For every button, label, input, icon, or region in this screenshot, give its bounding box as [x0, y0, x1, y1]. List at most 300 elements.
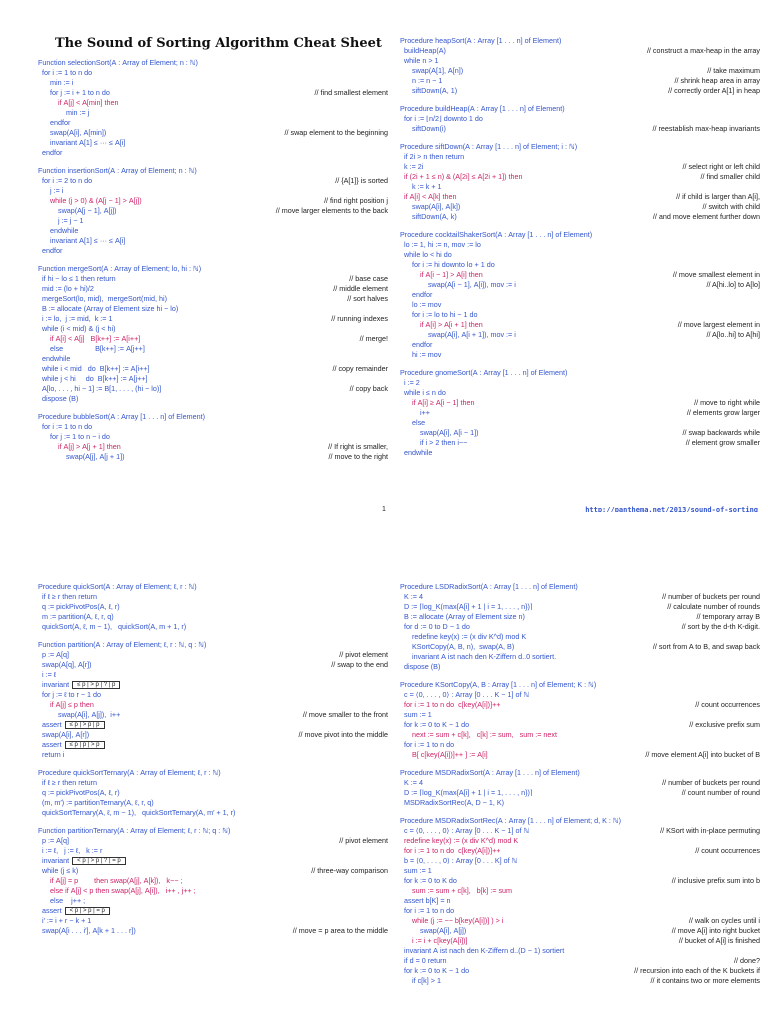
code-line — [38, 650, 388, 660]
code-comment: // count number of round — [681, 788, 760, 797]
code-line — [400, 212, 760, 222]
code-line — [38, 670, 388, 680]
code-text: Procedure KSortCopy(A, B : Array [1 . . . n] of Element; K : ℕ) — [400, 680, 597, 689]
code-comment: // recursion into each of the K buckets if — [634, 966, 760, 975]
code-line — [400, 720, 760, 730]
code-line — [400, 846, 760, 856]
code-line — [38, 148, 388, 158]
code-comment: // move to right while — [694, 398, 760, 407]
code-line — [38, 226, 388, 236]
code-text: siftDown(A, k) — [400, 212, 457, 221]
code-comment: // number of buckets per round — [662, 778, 760, 787]
code-text: Function insertionSort(A : Array of Element; n : ℕ) — [38, 166, 197, 175]
code-text: i := i + c[key(A[i])] — [400, 936, 468, 945]
code-text: D := ⌈log_K(max{A[i] + 1 | i = 1, . . . , n})⌉ — [400, 788, 533, 797]
code-line — [400, 916, 760, 926]
invariant-diagram: < p | > p | = p — [65, 907, 110, 915]
code-text: sum := 1 — [400, 866, 432, 875]
code-line — [38, 788, 388, 798]
code-line — [38, 324, 388, 334]
code-text: invariant — [38, 680, 70, 689]
code-line — [400, 56, 760, 66]
code-text: endwhile — [38, 354, 71, 363]
code-line — [400, 798, 760, 808]
code-text: c = ⟨0, . . . , 0⟩ : Array [0 . . . K − 1] of ℕ — [400, 826, 530, 835]
heap-sort-header — [400, 36, 760, 46]
code-line — [400, 448, 760, 458]
code-line — [38, 246, 388, 256]
code-line — [400, 740, 760, 750]
code-line — [38, 68, 388, 78]
code-text: min := j — [38, 108, 90, 117]
code-comment: // A[hi..lo] to A[lo] — [706, 280, 760, 289]
msd-radix-sort-rec-block — [400, 816, 760, 986]
code-line — [38, 926, 388, 936]
code-text: for i := ⌊n/2⌋ downto 1 do — [400, 114, 483, 123]
code-text: for i := hi downto lo + 1 do — [400, 260, 495, 269]
page-title: The Sound of Sorting Algorithm Cheat Sheet — [55, 36, 382, 51]
code-text: swap(A[i − 1], A[i]), mov := i — [400, 280, 516, 289]
code-line — [38, 98, 388, 108]
code-line — [38, 442, 388, 452]
code-text: if A[j] < A[min] then — [38, 98, 119, 107]
code-text: else j++ ; — [38, 896, 86, 905]
code-comment: // pivot element — [339, 650, 388, 659]
code-line — [400, 438, 760, 448]
code-comment: // inclusive prefix sum into b — [671, 876, 760, 885]
code-text: j := i — [38, 186, 64, 195]
code-line — [38, 344, 388, 354]
code-text: sum := sum + c[k], b[k] := sum — [400, 886, 513, 895]
code-comment: // find right position j — [324, 196, 388, 205]
code-line — [38, 216, 388, 226]
code-text: lo := 1, hi := n, mov := lo — [400, 240, 481, 249]
code-text: endfor — [38, 118, 71, 127]
code-line — [400, 836, 760, 846]
code-text: for i := lo to hi − 1 do — [400, 310, 478, 319]
code-text: c = ⟨0, . . . , 0⟩ : Array [0 . . . K − 1] of ℕ — [400, 690, 530, 699]
code-text: Procedure quickSort(A : Array of Element; ℓ, r : ℕ) — [38, 582, 197, 591]
code-comment: // If right is smaller, — [328, 442, 388, 451]
code-line — [400, 290, 760, 300]
code-text: for i := 1 to n do c[key(A[i])]++ — [400, 700, 501, 709]
page2-right-column — [400, 582, 760, 994]
cocktail-shaker-sort-block — [400, 230, 760, 360]
code-line — [400, 378, 760, 388]
code-comment: // copy back — [349, 384, 388, 393]
code-line — [38, 710, 388, 720]
code-line — [38, 294, 388, 304]
code-line — [400, 114, 760, 124]
code-text: for k := 0 to K − 1 do — [400, 720, 470, 729]
code-line — [400, 750, 760, 760]
code-text: Procedure cocktailShakerSort(A : Array [1 . . . n] of Element) — [400, 230, 593, 239]
code-line — [38, 128, 388, 138]
code-comment: // move larger elements to the back — [275, 206, 388, 215]
msd-radix-sort-header — [400, 768, 760, 778]
code-text: while i ≤ n do — [400, 388, 446, 397]
code-comment: // move to the right — [328, 452, 388, 461]
code-line — [38, 798, 388, 808]
code-text: i′ := i + r − k + 1 — [38, 916, 92, 925]
page-separator — [0, 512, 768, 560]
sift-down-block — [400, 142, 760, 222]
code-text: else — [400, 418, 426, 427]
code-line — [38, 876, 388, 886]
code-comment: // number of buckets per round — [662, 592, 760, 601]
code-line — [400, 202, 760, 212]
code-comment: // A[lo..hi] to A[hi] — [706, 330, 760, 339]
code-line — [400, 946, 760, 956]
code-text: Function partitionTernary(A : Array of Element; ℓ, r : ℕ; q : ℕ) — [38, 826, 231, 835]
code-text: endfor — [400, 290, 433, 299]
build-heap-block — [400, 104, 760, 134]
code-comment: // correctly order A[1] in heap — [668, 86, 760, 95]
code-line — [38, 778, 388, 788]
code-line — [400, 856, 760, 866]
code-line — [400, 690, 760, 700]
code-line — [400, 162, 760, 172]
code-text: quickSortTernary(A, ℓ, m − 1), quickSortTernary(A, m′ + 1, r) — [38, 808, 236, 817]
code-text: quickSort(A, ℓ, m − 1), quickSort(A, m + 1, r) — [38, 622, 187, 631]
code-line — [38, 314, 388, 324]
code-line — [400, 350, 760, 360]
code-text: while (j := −− b[key(A[i])] ) > i — [400, 916, 504, 925]
code-line — [400, 250, 760, 260]
code-text: p := A[q] — [38, 836, 69, 845]
code-line — [400, 602, 760, 612]
code-text: else if A[j] < p then swap(A[j], A[i]), i++ , j++ ; — [38, 886, 196, 895]
partition-block — [38, 640, 388, 760]
code-line — [400, 280, 760, 290]
code-line — [400, 612, 760, 622]
code-line — [38, 622, 388, 632]
code-line — [38, 176, 388, 186]
code-text: while lo < hi do — [400, 250, 452, 259]
invariant-diagram: < p | > p | ? | = p — [72, 857, 126, 865]
code-text: for j := ℓ to r − 1 do — [38, 690, 102, 699]
code-text: if d = 0 return — [400, 956, 447, 965]
code-text: if A[j] ≤ p then — [38, 700, 94, 709]
code-line — [400, 398, 760, 408]
code-text: k := 2i — [400, 162, 424, 171]
code-line — [400, 388, 760, 398]
code-comment: // pivot element — [339, 836, 388, 845]
code-line — [38, 886, 388, 896]
code-line — [400, 172, 760, 182]
code-line — [38, 118, 388, 128]
partition-ternary-block — [38, 826, 388, 936]
code-text: j := j − 1 — [38, 216, 84, 225]
code-line — [400, 710, 760, 720]
code-text: hi := mov — [400, 350, 442, 359]
code-line — [400, 124, 760, 134]
code-line — [38, 108, 388, 118]
code-text: swap(A[i], A[j]) — [400, 926, 467, 935]
code-text: if (2i + 1 ≤ n) & (A[2i] ≤ A[2i + 1]) then — [400, 172, 523, 181]
code-text: for k := 0 to K − 1 do — [400, 966, 470, 975]
code-text: invariant A[1] ≤ ··· ≤ A[i] — [38, 236, 126, 245]
merge-sort-block — [38, 264, 388, 404]
code-line — [38, 394, 388, 404]
code-text: if ℓ ≥ r then return — [38, 592, 97, 601]
source-url-link[interactable]: http://panthema.net/2013/sound-of-sorting — [585, 506, 758, 512]
code-line — [400, 592, 760, 602]
code-text: siftDown(i) — [400, 124, 446, 133]
code-text: while j < hi do B[k++] := A[j++] — [38, 374, 148, 383]
code-line — [38, 186, 388, 196]
merge-sort-header — [38, 264, 388, 274]
code-text: if i > 2 then i−− — [400, 438, 468, 447]
code-text: b = ⟨0, . . . , 0⟩ : Array [0 . . . K] of ℕ — [400, 856, 518, 865]
code-line — [38, 906, 388, 916]
code-line — [38, 88, 388, 98]
code-text: swap(A[1], A[n]) — [400, 66, 464, 75]
code-comment: // select right or left child — [682, 162, 760, 171]
code-text: assert — [38, 720, 62, 729]
code-text: assert — [38, 740, 62, 749]
code-text: invariant A ist nach den K-Ziffern d..0 sortiert. — [400, 652, 557, 661]
bubble-sort-header — [38, 412, 388, 422]
code-line — [400, 876, 760, 886]
code-line — [38, 236, 388, 246]
code-line — [400, 866, 760, 876]
code-text: Procedure bubbleSort(A : Array [1 . . . n] of Element) — [38, 412, 205, 421]
code-text: swap(A[q], A[r]) — [38, 660, 92, 669]
code-line — [38, 602, 388, 612]
gnome-sort-header — [400, 368, 760, 378]
code-text: for i := 1 to n do — [38, 422, 93, 431]
partition-ternary-header — [38, 826, 388, 836]
code-comment: // construct a max-heap in the array — [646, 46, 760, 55]
code-text: if A[j] = p then swap(A[j], A[k]), k−− ; — [38, 876, 183, 885]
code-line — [400, 86, 760, 96]
quick-sort-header — [38, 582, 388, 592]
code-comment: // reestablish max-heap invariants — [652, 124, 760, 133]
code-line — [38, 808, 388, 818]
code-line — [38, 730, 388, 740]
code-line — [400, 330, 760, 340]
code-text: KSortCopy(A, B, n), swap(A, B) — [400, 642, 515, 651]
code-comment: // calculate number of rounds — [667, 602, 760, 611]
code-line — [400, 76, 760, 86]
code-comment: // count occurrences — [695, 846, 760, 855]
code-text: swap(A[i], A[i + 1]), mov := i — [400, 330, 516, 339]
selection-sort-header — [38, 58, 388, 68]
code-text: m := partition(A, ℓ, r, q) — [38, 612, 114, 621]
code-comment: // if child is larger than A[i], — [676, 192, 760, 201]
code-line — [38, 304, 388, 314]
partition-header — [38, 640, 388, 650]
code-text: B := allocate (Array of Element size n) — [400, 612, 525, 621]
code-text: dispose (B) — [38, 394, 79, 403]
page-number: 1 — [382, 506, 386, 512]
code-text: lo := mov — [400, 300, 442, 309]
code-comment: // sort halves — [347, 294, 388, 303]
code-comment: // temporary array B — [696, 612, 760, 621]
code-text: redefine key(x) := (x div K^d) mod K — [400, 836, 519, 845]
code-text: for k := 0 to K do — [400, 876, 457, 885]
quick-sort-block — [38, 582, 388, 632]
code-text: siftDown(A, 1) — [400, 86, 458, 95]
code-comment: // swap backwards while — [682, 428, 760, 437]
code-line — [400, 662, 760, 672]
code-line — [38, 354, 388, 364]
code-comment: // move smallest element in — [672, 270, 760, 279]
code-text: if A[j] > A[j + 1] then — [38, 442, 121, 451]
code-text: swap(A[i], A[i − 1]) — [400, 428, 479, 437]
code-line — [38, 856, 388, 866]
code-text: swap(A[i], A[k]) — [400, 202, 461, 211]
code-comment: // swap element to the beginning — [284, 128, 388, 137]
code-text: Procedure siftDown(A : Array [1 . . . n] of Element; i : ℕ) — [400, 142, 578, 151]
code-line — [400, 896, 760, 906]
code-text: assert — [38, 906, 62, 915]
code-line — [400, 936, 760, 946]
code-text: q := pickPivotPos(A, ℓ, r) — [38, 788, 120, 797]
code-comment: // shrink heap area in array — [674, 76, 760, 85]
code-line — [400, 192, 760, 202]
code-line — [38, 836, 388, 846]
code-line — [38, 700, 388, 710]
code-text: if c[k] > 1 — [400, 976, 441, 985]
code-text: swap(A[i], A[min]) — [38, 128, 107, 137]
code-comment: // take maximum — [707, 66, 760, 75]
code-line — [400, 926, 760, 936]
code-line — [38, 138, 388, 148]
code-text: mid := (lo + hi)/2 — [38, 284, 94, 293]
code-comment: // bucket of A[i] is finished — [678, 936, 760, 945]
code-text: while (i < mid) & (j < hi) — [38, 324, 116, 333]
code-line — [400, 886, 760, 896]
code-text: k := k + 1 — [400, 182, 442, 191]
code-comment: // elements grow larger — [686, 408, 760, 417]
code-line — [38, 452, 388, 462]
code-text: if hi − lo ≤ 1 then return — [38, 274, 116, 283]
code-line — [400, 622, 760, 632]
code-comment: // move smaller to the front — [302, 710, 388, 719]
code-text: Procedure MSDRadixSort(A : Array [1 . . . n] of Element) — [400, 768, 580, 777]
code-text: Procedure MSDRadixSortRec(A : Array [1 . . . n] of Element; d, K : ℕ) — [400, 816, 622, 825]
k-sort-copy-block — [400, 680, 760, 760]
code-text: for j := i + 1 to n do — [38, 88, 110, 97]
code-line — [400, 270, 760, 280]
code-comment: // copy remainder — [332, 364, 388, 373]
code-text: if A[i − 1] > A[i] then — [400, 270, 483, 279]
code-text: (m, m′) := partitionTernary(A, ℓ, r, q) — [38, 798, 154, 807]
selection-sort-block — [38, 58, 388, 158]
code-text: Procedure LSDRadixSort(A : Array [1 . . . n] of Element) — [400, 582, 578, 591]
cocktail-shaker-sort-header — [400, 230, 760, 240]
code-text: swap(A[j − 1], A[j]) — [38, 206, 117, 215]
code-comment: // find smallest element — [314, 88, 388, 97]
code-line — [38, 432, 388, 442]
code-text: i++ — [400, 408, 430, 417]
code-text: for i := 2 to n do — [38, 176, 93, 185]
code-line — [400, 788, 760, 798]
code-line — [38, 196, 388, 206]
code-comment: // middle element — [333, 284, 388, 293]
code-text: if 2i > n then return — [400, 152, 465, 161]
code-line — [400, 642, 760, 652]
code-comment: // and move element further down — [652, 212, 760, 221]
code-text: for i := 1 to n do — [400, 906, 455, 915]
code-line — [400, 778, 760, 788]
code-line — [38, 284, 388, 294]
code-line — [400, 418, 760, 428]
sift-down-header — [400, 142, 760, 152]
code-text: buildHeap(A) — [400, 46, 446, 55]
code-text: B[ c[key(A[i])]++ ] := A[i] — [400, 750, 488, 759]
code-line — [38, 916, 388, 926]
quick-sort-ternary-block — [38, 768, 388, 818]
code-comment: // base case — [349, 274, 388, 283]
code-text: if A[i] < A[j] B[k++] := A[i++] — [38, 334, 141, 343]
code-line — [400, 428, 760, 438]
code-text: endfor — [38, 246, 63, 255]
code-text: sum := 1 — [400, 710, 432, 719]
code-line — [400, 320, 760, 330]
code-line — [38, 720, 388, 730]
code-text: for i := 1 to n do c[key(A[i])]++ — [400, 846, 501, 855]
code-text: MSDRadixSortRec(A, D − 1, K) — [400, 798, 505, 807]
code-text: swap(A[i . . . i′], A[k + 1 . . . r]) — [38, 926, 136, 935]
code-text: endwhile — [38, 226, 79, 235]
code-text: while (j > 0) & (A[j − 1] > A[j]) — [38, 196, 142, 205]
k-sort-copy-header — [400, 680, 760, 690]
code-line — [38, 612, 388, 622]
code-text: next := sum + c[k], c[k] := sum, sum := next — [400, 730, 557, 739]
code-text: Procedure heapSort(A : Array [1 . . . n] of Element) — [400, 36, 562, 45]
code-line — [400, 46, 760, 56]
code-comment: // KSort with in-place permuting — [660, 826, 760, 835]
code-comment: // move A[i] into right bucket — [671, 926, 760, 935]
code-text: invariant A ist nach den K-Ziffern d..(D − 1) sortiert — [400, 946, 565, 955]
code-comment: // swap to the end — [331, 660, 388, 669]
code-text: i := ℓ — [38, 670, 57, 679]
code-text: min := i — [38, 78, 74, 87]
code-comment: // done? — [734, 956, 760, 965]
code-line — [38, 384, 388, 394]
heap-sort-block — [400, 36, 760, 96]
code-comment: // {A[1]} is sorted — [335, 176, 388, 185]
code-text: while i < mid do B[k++] := A[i++] — [38, 364, 150, 373]
code-line — [400, 906, 760, 916]
code-line — [38, 206, 388, 216]
code-line — [38, 680, 388, 690]
code-comment: // walk on cycles until i — [688, 916, 760, 925]
code-line — [38, 274, 388, 284]
page2-left-column — [38, 582, 388, 944]
code-comment: // move = p area to the middle — [292, 926, 388, 935]
code-text: Procedure gnomeSort(A : Array [1 . . . n] of Element) — [400, 368, 568, 377]
code-line — [38, 374, 388, 384]
code-line — [400, 310, 760, 320]
code-text: Procedure quickSortTernary(A : Array of Element; ℓ, r : ℕ) — [38, 768, 221, 777]
msd-radix-sort-rec-header — [400, 816, 760, 826]
code-text: i := 2 — [400, 378, 420, 387]
code-line — [38, 866, 388, 876]
code-text: return i — [38, 750, 65, 759]
code-line — [38, 740, 388, 750]
code-comment: // sort by the d-th K-digit. — [681, 622, 760, 631]
code-comment: // move element A[i] into bucket of B — [645, 750, 760, 759]
code-text: while n > 1 — [400, 56, 439, 65]
invariant-diagram: ≤ p | > p | p — [65, 721, 105, 729]
code-line — [38, 750, 388, 760]
code-comment: // count occurrences — [695, 700, 760, 709]
code-line — [38, 592, 388, 602]
